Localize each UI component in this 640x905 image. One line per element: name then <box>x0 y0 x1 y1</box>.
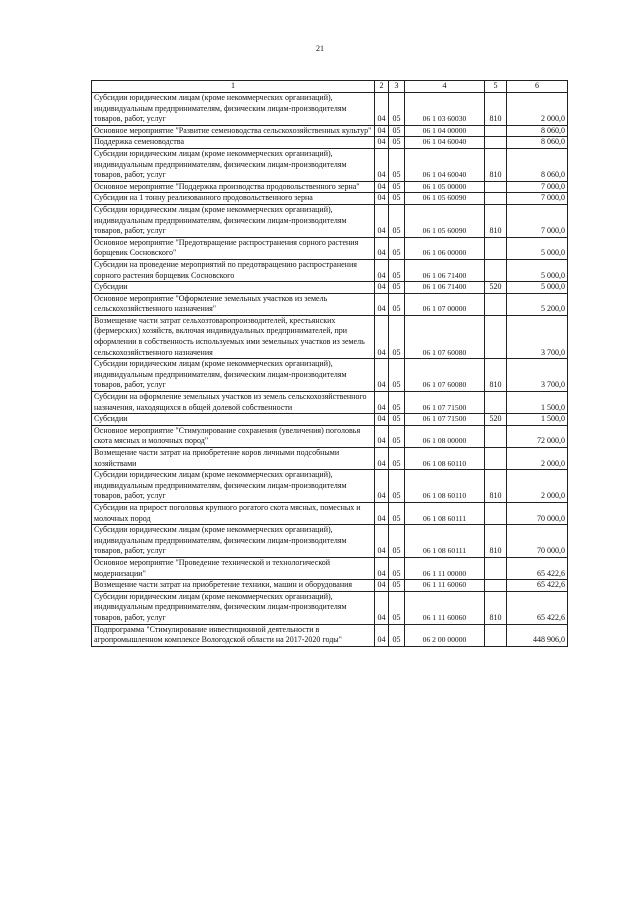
section-cell: 04 <box>375 148 389 181</box>
expense-type-cell: 810 <box>485 470 507 503</box>
table-row <box>92 580 568 592</box>
row-name-cell: Субсидии на прирост поголовья крупного рогатого скота мясных, помесных и молочных пород <box>92 502 375 524</box>
target-article-cell: 06 1 08 60110 <box>405 448 485 470</box>
amount-cell: 7 000,0 <box>507 193 568 205</box>
column-header: 1 <box>92 81 375 93</box>
row-name-cell: Основное мероприятие "Развитие семеноводства сельскохозяйственных культур" <box>92 125 375 137</box>
row-name-cell: Субсидии на оформление земельных участков из земель сельскохозяйственного назначения, находящихся в общей долевой собственности <box>92 392 375 414</box>
target-article-cell: 06 2 00 00000 <box>405 624 485 646</box>
amount-cell: 2 000,0 <box>507 93 568 126</box>
amount-cell: 448 906,0 <box>507 624 568 646</box>
column-header: 6 <box>507 81 568 93</box>
subsection-cell: 05 <box>389 502 405 524</box>
subsection-cell: 05 <box>389 282 405 294</box>
target-article-cell: 06 1 11 60060 <box>405 591 485 624</box>
section-cell: 04 <box>375 237 389 259</box>
section-cell: 04 <box>375 470 389 503</box>
expense-type-cell <box>485 125 507 137</box>
amount-cell: 65 422,6 <box>507 591 568 624</box>
target-article-cell: 06 1 11 00000 <box>405 557 485 579</box>
section-cell: 04 <box>375 282 389 294</box>
target-article-cell: 06 1 03 60030 <box>405 93 485 126</box>
table-row <box>92 259 568 281</box>
section-cell: 04 <box>375 259 389 281</box>
expense-type-cell: 810 <box>485 591 507 624</box>
target-article-cell: 06 1 05 00000 <box>405 181 485 193</box>
subsection-cell: 05 <box>389 293 405 315</box>
row-name-cell: Основное мероприятие "Поддержка производства продовольственного зерна" <box>92 181 375 193</box>
section-cell: 04 <box>375 359 389 392</box>
target-article-cell: 06 1 07 60080 <box>405 315 485 358</box>
amount-cell: 8 060,0 <box>507 125 568 137</box>
amount-cell: 3 700,0 <box>507 359 568 392</box>
amount-cell: 70 000,0 <box>507 502 568 524</box>
amount-cell: 7 000,0 <box>507 204 568 237</box>
amount-cell: 65 422,6 <box>507 580 568 592</box>
expense-type-cell: 810 <box>485 148 507 181</box>
target-article-cell: 06 1 07 71500 <box>405 392 485 414</box>
column-header: 5 <box>485 81 507 93</box>
subsection-cell: 05 <box>389 425 405 447</box>
subsection-cell: 05 <box>389 470 405 503</box>
amount-cell: 5 000,0 <box>507 237 568 259</box>
table-row <box>92 359 568 392</box>
target-article-cell: 06 1 11 60060 <box>405 580 485 592</box>
section-cell: 04 <box>375 557 389 579</box>
table-row <box>92 624 568 646</box>
section-cell: 04 <box>375 193 389 205</box>
expense-type-cell <box>485 392 507 414</box>
table-row <box>92 125 568 137</box>
amount-cell: 5 200,0 <box>507 293 568 315</box>
subsection-cell: 05 <box>389 525 405 558</box>
row-name-cell: Субсидии на проведение мероприятий по предотвращению распространения сорного растения борщевик Сосновского <box>92 259 375 281</box>
target-article-cell: 06 1 07 71500 <box>405 414 485 426</box>
target-article-cell: 06 1 08 60111 <box>405 525 485 558</box>
subsection-cell: 05 <box>389 392 405 414</box>
expense-type-cell <box>485 181 507 193</box>
expense-type-cell <box>485 315 507 358</box>
section-cell: 04 <box>375 181 389 193</box>
row-name-cell: Основное мероприятие "Оформление земельных участков из земель сельскохозяйственного назначения" <box>92 293 375 315</box>
target-article-cell: 06 1 04 00000 <box>405 125 485 137</box>
subsection-cell: 05 <box>389 259 405 281</box>
table-row <box>92 448 568 470</box>
target-article-cell: 06 1 04 60040 <box>405 137 485 149</box>
expense-type-cell <box>485 293 507 315</box>
subsection-cell: 05 <box>389 181 405 193</box>
table-row <box>92 293 568 315</box>
amount-cell: 2 000,0 <box>507 470 568 503</box>
target-article-cell: 06 1 06 71400 <box>405 259 485 281</box>
target-article-cell: 06 1 08 60111 <box>405 502 485 524</box>
table-row <box>92 414 568 426</box>
amount-cell: 70 000,0 <box>507 525 568 558</box>
row-name-cell: Поддержка семеноводства <box>92 137 375 149</box>
subsection-cell: 05 <box>389 591 405 624</box>
expense-type-cell <box>485 193 507 205</box>
section-cell: 04 <box>375 448 389 470</box>
target-article-cell: 06 1 06 71400 <box>405 282 485 294</box>
amount-cell: 65 422,6 <box>507 557 568 579</box>
table-row <box>92 148 568 181</box>
subsection-cell: 05 <box>389 448 405 470</box>
section-cell: 04 <box>375 414 389 426</box>
amount-cell: 5 000,0 <box>507 282 568 294</box>
row-name-cell: Субсидии юридическим лицам (кроме некоммерческих организаций), индивидуальным предпринимателям, физическим лицам-производителям товаров, работ, услуг <box>92 470 375 503</box>
row-name-cell: Субсидии юридическим лицам (кроме некоммерческих организаций), индивидуальным предпринимателям, физическим лицам-производителям товаров, работ, услуг <box>92 591 375 624</box>
table-row <box>92 237 568 259</box>
subsection-cell: 05 <box>389 359 405 392</box>
section-cell: 04 <box>375 137 389 149</box>
row-name-cell: Основное мероприятие "Проведение технической и технологической модернизации" <box>92 557 375 579</box>
target-article-cell: 06 1 05 60090 <box>405 204 485 237</box>
row-name-cell: Подпрограмма "Стимулирование инвестиционной деятельности в агропромышленном комплексе Вологодской области на 2017-2020 годы" <box>92 624 375 646</box>
row-name-cell: Субсидии <box>92 282 375 294</box>
row-name-cell: Субсидии юридическим лицам (кроме некоммерческих организаций), индивидуальным предпринимателям, физическим лицам-производителям товаров, работ, услуг <box>92 204 375 237</box>
row-name-cell: Основное мероприятие "Предотвращение распространения сорного растения борщевик Сосновского" <box>92 237 375 259</box>
amount-cell: 8 060,0 <box>507 137 568 149</box>
subsection-cell: 05 <box>389 580 405 592</box>
subsection-cell: 05 <box>389 148 405 181</box>
expense-type-cell: 810 <box>485 93 507 126</box>
expense-type-cell <box>485 624 507 646</box>
expense-type-cell <box>485 137 507 149</box>
table-row <box>92 557 568 579</box>
section-cell: 04 <box>375 204 389 237</box>
column-header: 2 <box>375 81 389 93</box>
expense-type-cell: 810 <box>485 359 507 392</box>
row-name-cell: Субсидии юридическим лицам (кроме некоммерческих организаций), индивидуальным предпринимателям, физическим лицам-производителям товаров, работ, услуг <box>92 359 375 392</box>
row-name-cell: Субсидии юридическим лицам (кроме некоммерческих организаций), индивидуальным предпринимателям, физическим лицам-производителям товаров, работ, услуг <box>92 93 375 126</box>
section-cell: 04 <box>375 525 389 558</box>
table-row <box>92 282 568 294</box>
row-name-cell: Субсидии юридическим лицам (кроме некоммерческих организаций), индивидуальным предпринимателям, физическим лицам-производителям товаров, работ, услуг <box>92 148 375 181</box>
subsection-cell: 05 <box>389 125 405 137</box>
target-article-cell: 06 1 04 60040 <box>405 148 485 181</box>
target-article-cell: 06 1 05 60090 <box>405 193 485 205</box>
subsection-cell: 05 <box>389 624 405 646</box>
section-cell: 04 <box>375 425 389 447</box>
amount-cell: 8 060,0 <box>507 148 568 181</box>
section-cell: 04 <box>375 93 389 126</box>
section-cell: 04 <box>375 315 389 358</box>
target-article-cell: 06 1 07 00000 <box>405 293 485 315</box>
amount-cell: 1 500,0 <box>507 414 568 426</box>
target-article-cell: 06 1 06 00000 <box>405 237 485 259</box>
subsection-cell: 05 <box>389 315 405 358</box>
section-cell: 04 <box>375 502 389 524</box>
expense-type-cell: 520 <box>485 282 507 294</box>
table-row <box>92 137 568 149</box>
expense-type-cell <box>485 259 507 281</box>
table-row <box>92 425 568 447</box>
subsection-cell: 05 <box>389 204 405 237</box>
row-name-cell: Возмещение части затрат на приобретение техники, машин и оборудования <box>92 580 375 592</box>
amount-cell: 1 500,0 <box>507 392 568 414</box>
row-name-cell: Субсидии юридическим лицам (кроме некоммерческих организаций), индивидуальным предпринимателям, физическим лицам-производителям товаров, работ, услуг <box>92 525 375 558</box>
subsection-cell: 05 <box>389 137 405 149</box>
row-name-cell: Субсидии <box>92 414 375 426</box>
page-number: 21 <box>316 44 324 53</box>
table-row <box>92 315 568 358</box>
target-article-cell: 06 1 08 00000 <box>405 425 485 447</box>
amount-cell: 3 700,0 <box>507 315 568 358</box>
expense-type-cell: 810 <box>485 525 507 558</box>
target-article-cell: 06 1 08 60110 <box>405 470 485 503</box>
row-name-cell: Возмещение части затрат на приобретение коров личными подсобными хозяйствами <box>92 448 375 470</box>
target-article-cell: 06 1 07 60080 <box>405 359 485 392</box>
expense-type-cell <box>485 580 507 592</box>
subsection-cell: 05 <box>389 414 405 426</box>
subsection-cell: 05 <box>389 237 405 259</box>
section-cell: 04 <box>375 293 389 315</box>
section-cell: 04 <box>375 392 389 414</box>
subsection-cell: 05 <box>389 93 405 126</box>
section-cell: 04 <box>375 125 389 137</box>
table-row <box>92 204 568 237</box>
expense-type-cell: 810 <box>485 204 507 237</box>
expense-type-cell: 520 <box>485 414 507 426</box>
row-name-cell: Субсидии на 1 тонну реализованного продовольственного зерна <box>92 193 375 205</box>
column-header: 3 <box>389 81 405 93</box>
row-name-cell: Основное мероприятие "Стимулирование сохранения (увеличения) поголовья скота мясных и молочных пород" <box>92 425 375 447</box>
table-row <box>92 502 568 524</box>
expense-type-cell <box>485 425 507 447</box>
expense-type-cell <box>485 502 507 524</box>
section-cell: 04 <box>375 580 389 592</box>
row-name-cell: Возмещение части затрат сельхозтоваропроизводителей, крестьянских (фермерских) хозяйств, включая индивидуальных предпринимателей, при оформлении в собственность используемых ими земельных участков из земель сельскохозяйственного назначения <box>92 315 375 358</box>
expense-type-cell <box>485 237 507 259</box>
table-row <box>92 93 568 126</box>
table-row <box>92 470 568 503</box>
table-row <box>92 591 568 624</box>
table-row <box>92 181 568 193</box>
subsection-cell: 05 <box>389 557 405 579</box>
amount-cell: 72 000,0 <box>507 425 568 447</box>
amount-cell: 7 000,0 <box>507 181 568 193</box>
table-row <box>92 525 568 558</box>
section-cell: 04 <box>375 591 389 624</box>
table-row <box>92 392 568 414</box>
column-header: 4 <box>405 81 485 93</box>
amount-cell: 2 000,0 <box>507 448 568 470</box>
expense-type-cell <box>485 448 507 470</box>
table-header-row <box>92 81 568 93</box>
subsection-cell: 05 <box>389 193 405 205</box>
table-row <box>92 193 568 205</box>
amount-cell: 5 000,0 <box>507 259 568 281</box>
expense-type-cell <box>485 557 507 579</box>
budget-table <box>91 80 568 647</box>
section-cell: 04 <box>375 624 389 646</box>
